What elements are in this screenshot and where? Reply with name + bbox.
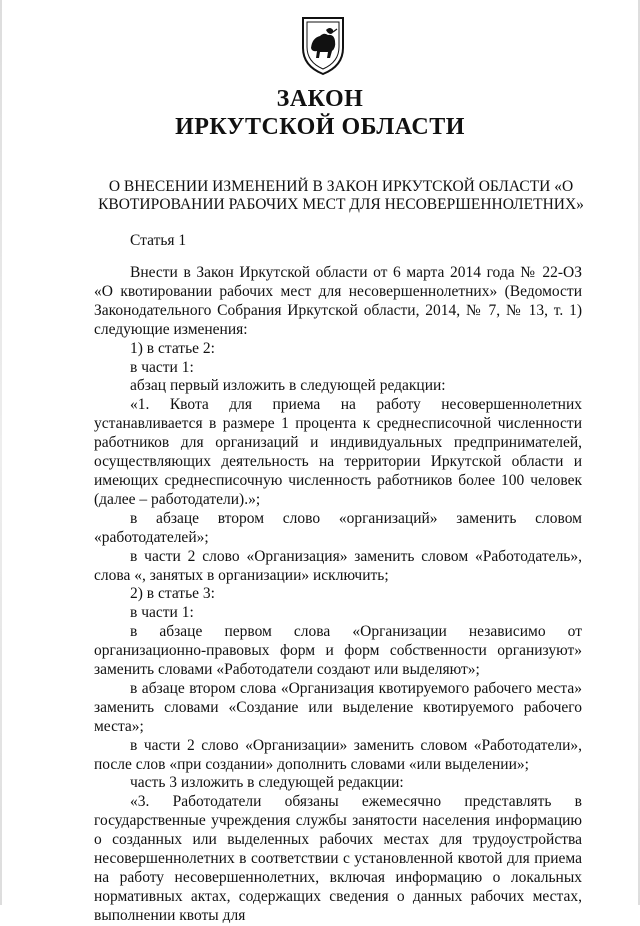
paragraph: Внести в Закон Иркутской области от 6 марта 2014 года № 22-ОЗ «О квотировании рабочих мест для несовершеннолетних» (Ведомости Законодательного Собрания Иркутской области, 2014, № 7, № 13, т. 1) следующие изменения: [94, 264, 582, 338]
paragraph: в части 2 слово «Организации» заменить словом «Работодатели», после слов «при создании» дополнить словами «или выделении»; [94, 736, 582, 773]
article-heading: Статья 1 [130, 232, 187, 249]
law-subject: О ВНЕСЕНИИ ИЗМЕНЕНИЙ В ЗАКОН ИРКУТСКОЙ ОБЛАСТИ «О КВОТИРОВАНИИ РАБОЧИХ МЕСТ ДЛЯ НЕСОВЕРШЕННОЛЕТНИХ» [98, 178, 584, 213]
paragraph: в части 1: [130, 358, 194, 376]
coat-of-arms-icon [300, 14, 346, 76]
paragraph: в части 2 слово «Организация» заменить словом «Работодатель», слова «, занятых в организации» исключить; [94, 547, 582, 584]
paragraph: в абзаце первом слова «Организации независимо от организационно-правовых форм и форм собственности организуют» заменить словами «Работодатели создают или выделяют»; [94, 623, 582, 679]
paragraph: 2) в статье 3: [130, 585, 215, 603]
paragraph: в абзаце втором слова «Организация квотируемого рабочего места» заменить словами «Создание или выделение квотируемого рабочего места»; [94, 679, 582, 735]
paragraph: в абзаце втором слово «организаций» заменить словом «работодателей»; [94, 509, 582, 546]
paragraph: 1) в статье 2: [130, 339, 215, 357]
law-body [94, 264, 582, 926]
paragraph: абзац первый изложить в следующей редакции: [130, 377, 446, 395]
paragraph: «3. Работодатели обязаны ежемесячно представлять в государственные учреждения службы занятости населения информацию о созданных или выделенных рабочих местах для трудоустройства несовершеннолетних в соответствии с установленной квотой для приема на работу несовершеннолетних, включая информацию о локальных нормативных актах, содержащих сведения о данных рабочих местах, выполнении квоты для [94, 793, 582, 924]
law-region: ИРКУТСКОЙ ОБЛАСТИ [175, 114, 465, 140]
paragraph: часть 3 изложить в следующей редакции: [130, 774, 404, 792]
paragraph: в части 1: [130, 604, 194, 622]
law-title: ЗАКОН [276, 86, 364, 112]
paragraph: «1. Квота для приема на работу несовершеннолетних устанавливается в размере 1 процента к среднесписочной численности работников для организаций и индивидуальных предпринимателей, осуществляющих деятельность на территории Иркутской области и имеющих среднесписочную численность работников более 100 человек (далее – работодатели).»; [94, 396, 582, 508]
